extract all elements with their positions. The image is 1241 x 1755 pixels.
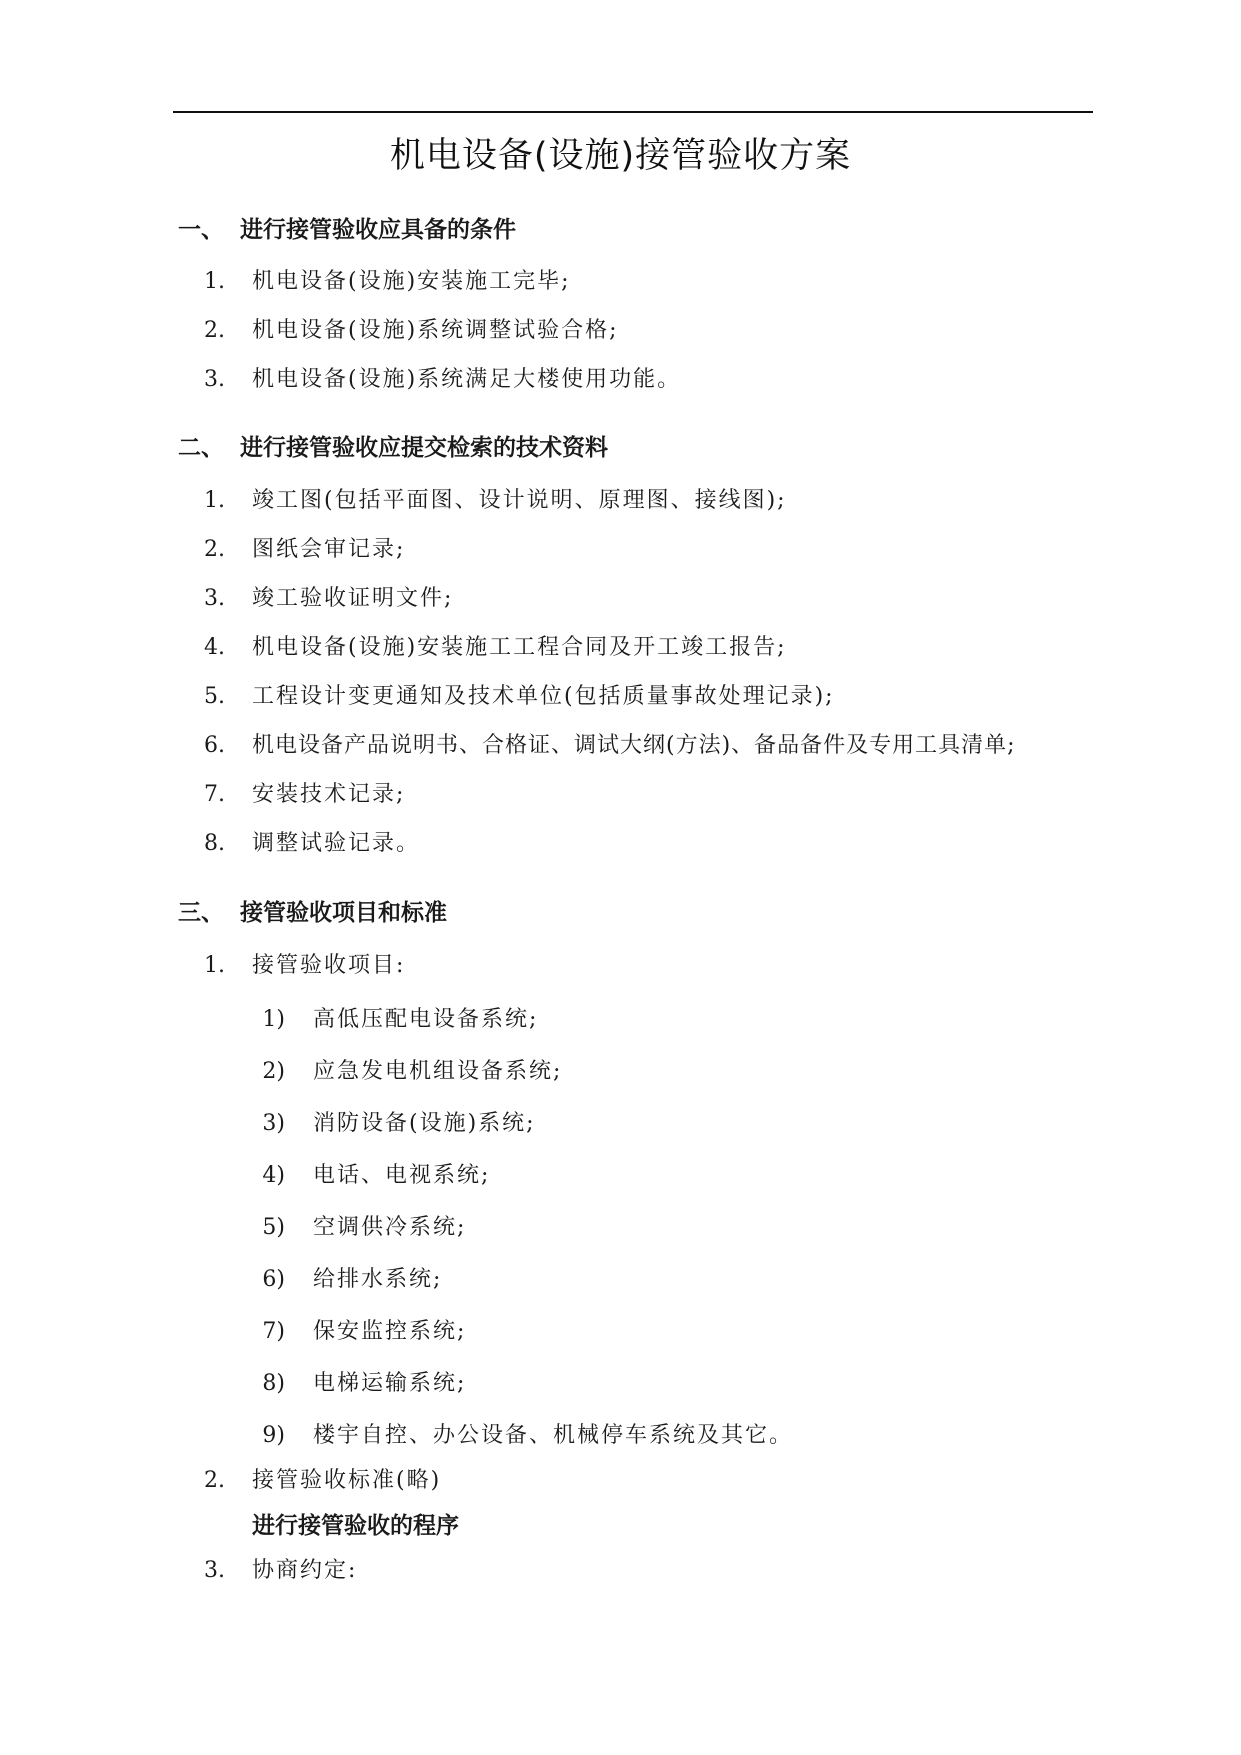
item-text: 机电设备(设施)系统调整试验合格; — [252, 318, 619, 343]
subitem-number: 4) — [262, 1163, 285, 1188]
item-number: 1. — [204, 953, 225, 978]
section-2-number: 二、 — [178, 435, 224, 461]
item-text: 竣工图(包括平面图、设计说明、原理图、接线图); — [252, 488, 787, 513]
subitem-text: 楼宇自控、办公设备、机械停车系统及其它。 — [313, 1423, 794, 1448]
section-3-heading: 接管验收项目和标准 — [240, 900, 447, 926]
subitem-text: 空调供冷系统; — [313, 1215, 467, 1240]
item-number: 2. — [204, 1468, 225, 1493]
item-number: 1. — [204, 269, 225, 294]
subitem-number: 7) — [262, 1319, 285, 1344]
item-text: 图纸会审记录; — [252, 537, 406, 562]
item-number: 5. — [204, 684, 225, 709]
item-text: 机电设备(设施)安装施工工程合同及开工竣工报告; — [252, 635, 787, 660]
item-text: 安装技术记录; — [252, 782, 406, 807]
item-number: 3. — [204, 586, 225, 611]
item-number: 7. — [204, 782, 225, 807]
item-number: 6. — [204, 733, 225, 758]
subitem-number: 8) — [262, 1371, 285, 1396]
item-number: 8. — [204, 831, 225, 856]
subitem-number: 3) — [262, 1111, 285, 1136]
item-text: 工程设计变更通知及技术单位(包括质量事故处理记录); — [252, 684, 835, 709]
subitem-text: 应急发电机组设备系统; — [313, 1059, 563, 1084]
subitem-number: 6) — [262, 1267, 285, 1292]
subitem-number: 5) — [262, 1215, 285, 1240]
item-number: 2. — [204, 318, 225, 343]
item-text: 调整试验记录。 — [252, 831, 421, 856]
item-text: 竣工验收证明文件; — [252, 586, 454, 611]
item-text: 机电设备(设施)安装施工完毕; — [252, 269, 571, 294]
item-text: 机电设备(设施)系统满足大楼使用功能。 — [252, 367, 682, 392]
section-2-heading: 进行接管验收应提交检索的技术资料 — [240, 435, 608, 461]
item-number: 2. — [204, 537, 225, 562]
subitem-number: 2) — [262, 1059, 285, 1084]
item-number: 3. — [204, 367, 225, 392]
subitem-text: 消防设备(设施)系统; — [313, 1111, 536, 1136]
subitem-text: 电梯运输系统; — [313, 1371, 467, 1396]
item-text: 协商约定: — [252, 1558, 358, 1583]
subitem-number: 1) — [262, 1007, 285, 1032]
item-text: 接管验收标准(略) — [252, 1468, 442, 1493]
header-rule — [173, 111, 1093, 113]
item-text: 机电设备产品说明书、合格证、调试大纲(方法)、备品备件及专用工具清单; — [252, 733, 1016, 758]
subitem-text: 高低压配电设备系统; — [313, 1007, 539, 1032]
subitem-text: 保安监控系统; — [313, 1319, 467, 1344]
item-number: 4. — [204, 635, 225, 660]
subitem-text: 电话、电视系统; — [313, 1163, 491, 1188]
section-1-number: 一、 — [178, 217, 224, 243]
procedure-subheading: 进行接管验收的程序 — [252, 1513, 459, 1539]
subitem-text: 给排水系统; — [313, 1267, 443, 1292]
item-number: 1. — [204, 488, 225, 513]
section-3-number: 三、 — [178, 900, 224, 926]
item-number: 3. — [204, 1558, 225, 1583]
document-title: 机电设备(设施)接管验收方案 — [389, 136, 852, 176]
subitem-number: 9) — [262, 1423, 285, 1448]
section-1-heading: 进行接管验收应具备的条件 — [240, 217, 516, 243]
item-text: 接管验收项目: — [252, 953, 406, 978]
